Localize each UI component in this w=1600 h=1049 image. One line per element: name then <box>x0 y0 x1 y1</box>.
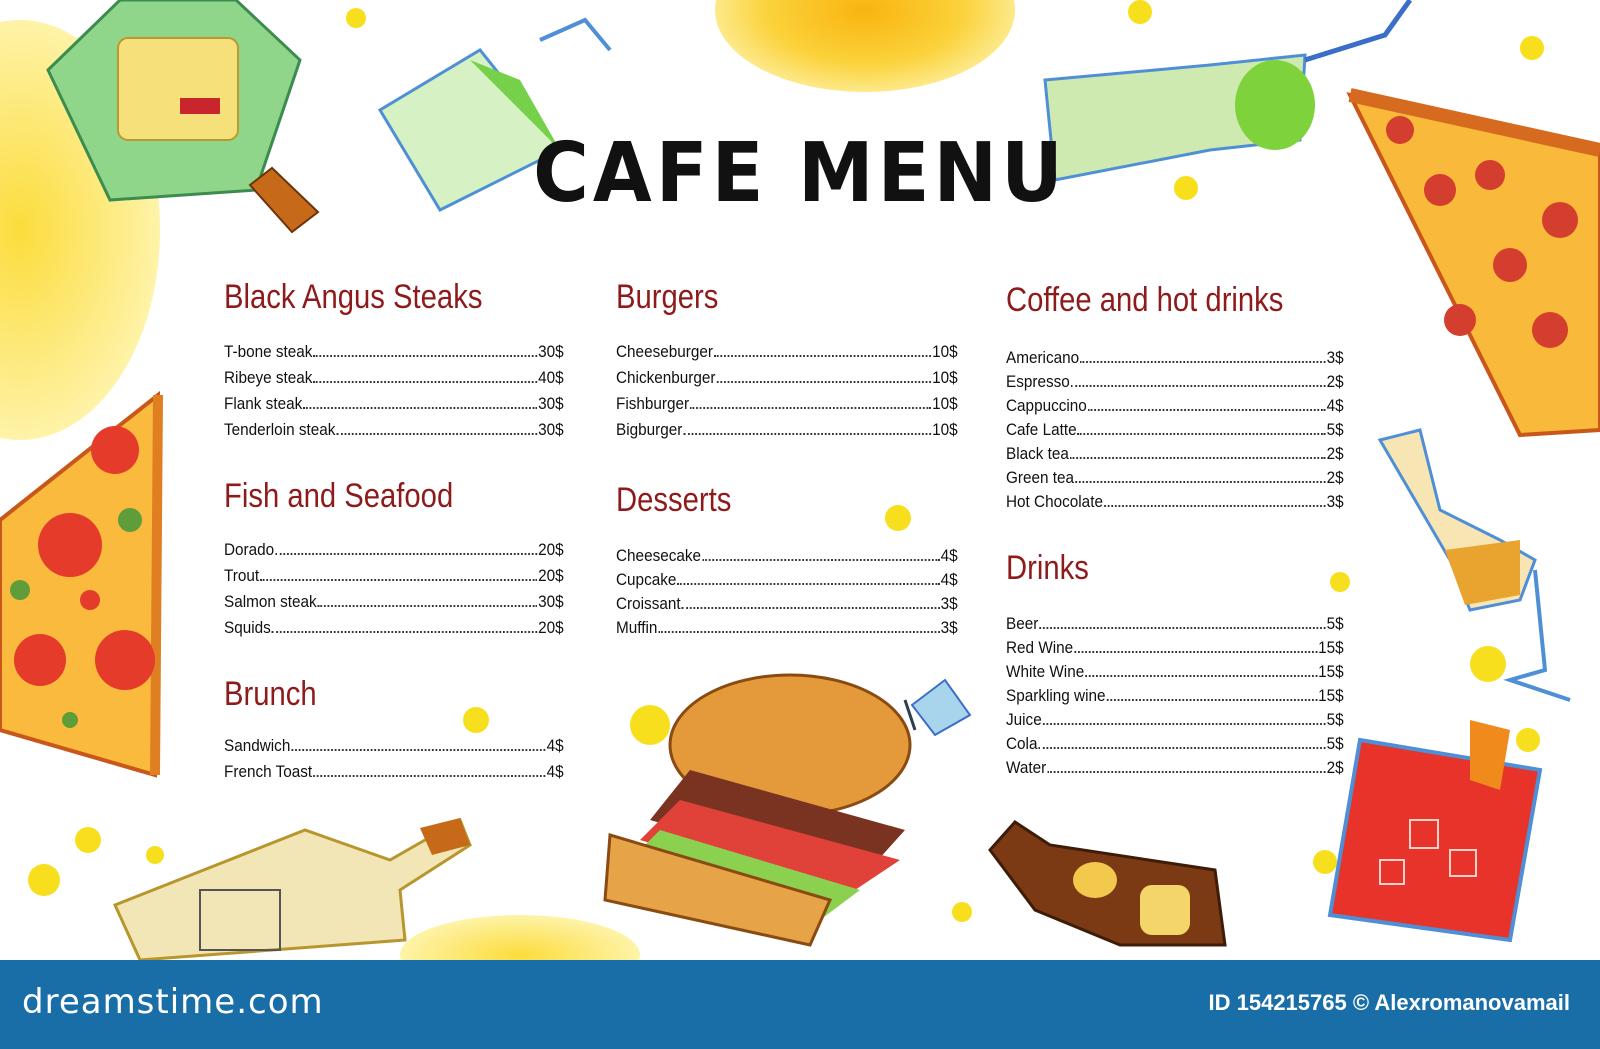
section-title: Burgers <box>616 278 719 316</box>
menu-column-3 <box>1006 280 1344 782</box>
item-name: Americano <box>1006 348 1080 367</box>
item-price: 2$ <box>1326 372 1344 391</box>
menu-item <box>1006 638 1344 662</box>
footer-bar <box>0 960 1600 1049</box>
item-list <box>1006 348 1344 516</box>
leader-dots <box>1080 361 1326 363</box>
whiskey-bottle-icon <box>990 822 1225 945</box>
item-price: 5$ <box>1326 420 1344 439</box>
section-title: Coffee and hot drinks <box>1006 281 1284 319</box>
pizza-slice-icon <box>0 395 158 775</box>
item-name: Red Wine <box>1006 638 1074 657</box>
item-price: 15$ <box>1318 686 1344 705</box>
section-title: Fish and Seafood <box>224 477 454 515</box>
menu-item <box>616 570 958 594</box>
item-price: 4$ <box>546 762 564 781</box>
item-name: Hot Chocolate <box>1006 492 1103 511</box>
item-name: French Toast <box>224 762 313 781</box>
leader-dots <box>1043 723 1326 725</box>
menu-item <box>224 762 564 788</box>
menu-item <box>1006 758 1344 782</box>
item-name: Cappuccino <box>1006 396 1087 415</box>
leader-dots <box>658 631 939 633</box>
item-name: Salmon steak <box>224 592 317 611</box>
item-name: Black tea <box>1006 444 1069 463</box>
leader-dots <box>1071 385 1326 387</box>
menu-item <box>616 394 958 420</box>
item-price: 30$ <box>538 420 564 439</box>
leader-dots <box>682 607 940 609</box>
menu-section <box>616 480 958 642</box>
menu-item <box>224 420 564 446</box>
leader-dots <box>716 381 931 383</box>
item-name: Green tea <box>1006 468 1075 487</box>
menu-item <box>224 368 564 394</box>
item-name: Beer <box>1006 614 1039 633</box>
item-name: Cafe Latte <box>1006 420 1077 439</box>
leader-dots <box>702 559 940 561</box>
menu-section <box>1006 280 1344 516</box>
leader-dots <box>336 433 537 435</box>
menu-title: CAFE MENU <box>533 124 1067 221</box>
section-title: Desserts <box>616 481 732 519</box>
item-name: Dorado <box>224 540 275 559</box>
item-price: 2$ <box>1326 758 1344 777</box>
leader-dots <box>1075 481 1326 483</box>
menu-item <box>1006 444 1344 468</box>
leader-dots <box>313 775 546 777</box>
item-price: 4$ <box>546 736 564 755</box>
item-price: 5$ <box>1326 614 1344 633</box>
item-price: 20$ <box>538 566 564 585</box>
leader-dots <box>313 355 537 357</box>
item-name: Sparkling wine <box>1006 686 1106 705</box>
leader-dots <box>303 407 537 409</box>
item-list <box>224 540 564 644</box>
item-price: 30$ <box>538 342 564 361</box>
item-name: Sandwich <box>224 736 291 755</box>
menu-column-1 <box>224 277 564 788</box>
menu-item <box>1006 348 1344 372</box>
menu-item <box>1006 468 1344 492</box>
item-price: 3$ <box>1326 492 1344 511</box>
leader-dots <box>1039 627 1325 629</box>
leader-dots <box>677 583 939 585</box>
item-name: Tenderloin steak <box>224 420 336 439</box>
item-name: Cheeseburger <box>616 342 713 361</box>
item-price: 4$ <box>1326 396 1344 415</box>
menu-item <box>1006 372 1344 396</box>
leader-dots <box>313 381 537 383</box>
menu-item <box>616 618 958 642</box>
item-price: 4$ <box>940 570 958 589</box>
leader-dots <box>272 631 538 633</box>
splash-bottom <box>400 915 640 960</box>
section-title: Drinks <box>1006 549 1089 587</box>
item-name: Juice <box>1006 710 1042 729</box>
menu-item <box>224 592 564 618</box>
leader-dots <box>690 407 931 409</box>
item-price: 3$ <box>1326 348 1344 367</box>
menu-column-2 <box>616 277 958 642</box>
menu-item <box>224 736 564 762</box>
leader-dots <box>1085 675 1317 677</box>
item-name: Water <box>1006 758 1047 777</box>
item-price: 30$ <box>538 592 564 611</box>
item-price: 3$ <box>940 594 958 613</box>
leader-dots <box>1078 433 1326 435</box>
menu-item <box>1006 734 1344 758</box>
menu-item <box>616 420 958 446</box>
leader-dots <box>1047 771 1326 773</box>
leader-dots <box>1106 699 1317 701</box>
item-price: 5$ <box>1326 734 1344 753</box>
item-name: Trout <box>224 566 260 585</box>
item-name: Flank steak <box>224 394 303 413</box>
menu-section <box>224 476 564 644</box>
item-price: 40$ <box>538 368 564 387</box>
menu-item <box>616 594 958 618</box>
item-price: 10$ <box>932 342 958 361</box>
cocktail-icon <box>1330 720 1540 940</box>
menu-item <box>1006 686 1344 710</box>
leader-dots <box>683 433 931 435</box>
leader-dots <box>1074 651 1317 653</box>
leader-dots <box>318 605 538 607</box>
item-name: White Wine <box>1006 662 1085 681</box>
leader-dots <box>1088 409 1326 411</box>
item-name: T-bone steak <box>224 342 313 361</box>
item-list <box>224 736 564 788</box>
menu-item <box>1006 614 1344 638</box>
item-price: 4$ <box>940 546 958 565</box>
menu-section <box>616 277 958 446</box>
item-price: 3$ <box>940 618 958 637</box>
menu-item <box>224 394 564 420</box>
menu-item <box>1006 420 1344 444</box>
menu-item <box>1006 396 1344 420</box>
leader-dots <box>291 749 545 751</box>
item-name: Fishburger <box>616 394 690 413</box>
menu-item <box>616 546 958 570</box>
item-list <box>616 546 958 642</box>
menu-item <box>616 342 958 368</box>
section-title: Black Angus Steaks <box>224 278 483 316</box>
menu-item <box>1006 492 1344 516</box>
item-price: 10$ <box>932 368 958 387</box>
item-price: 10$ <box>932 394 958 413</box>
menu-section <box>1006 548 1344 782</box>
item-name: Ribeye steak <box>224 368 313 387</box>
item-price: 5$ <box>1326 710 1344 729</box>
item-name: Squids <box>224 618 271 637</box>
item-name: Muffin <box>616 618 658 637</box>
item-name: Croissant <box>616 594 681 613</box>
leader-dots <box>260 579 537 581</box>
item-name: Chickenburger <box>616 368 716 387</box>
item-name: Cupcake <box>616 570 677 589</box>
menu-section <box>224 674 564 788</box>
item-name: Bigburger <box>616 420 683 439</box>
leader-dots <box>1038 747 1325 749</box>
item-price: 10$ <box>932 420 958 439</box>
leader-dots <box>1104 505 1326 507</box>
item-list <box>616 342 958 446</box>
item-price: 20$ <box>538 540 564 559</box>
menu-section <box>224 277 564 446</box>
splash-top-center <box>715 0 1015 92</box>
item-price: 30$ <box>538 394 564 413</box>
menu-item <box>224 342 564 368</box>
menu-item <box>1006 662 1344 686</box>
item-name: Cola <box>1006 734 1038 753</box>
leader-dots <box>1070 457 1326 459</box>
item-price: 15$ <box>1318 638 1344 657</box>
footer-brand[interactable]: dreamstime.com <box>22 982 324 1022</box>
menu-item <box>224 618 564 644</box>
leader-dots <box>714 355 931 357</box>
item-name: Cheesecake <box>616 546 702 565</box>
item-price: 20$ <box>538 618 564 637</box>
leader-dots <box>275 553 537 555</box>
item-price: 2$ <box>1326 468 1344 487</box>
item-name: Espresso <box>1006 372 1070 391</box>
item-price: 15$ <box>1318 662 1344 681</box>
item-list <box>1006 614 1344 782</box>
menu-item <box>224 540 564 566</box>
menu-item <box>1006 710 1344 734</box>
menu-item <box>224 566 564 592</box>
item-price: 2$ <box>1326 444 1344 463</box>
section-title: Brunch <box>224 675 317 713</box>
footer-credit: ID 154215765 © Alexromanovamail <box>1208 990 1570 1015</box>
menu-item <box>616 368 958 394</box>
item-list <box>224 342 564 446</box>
